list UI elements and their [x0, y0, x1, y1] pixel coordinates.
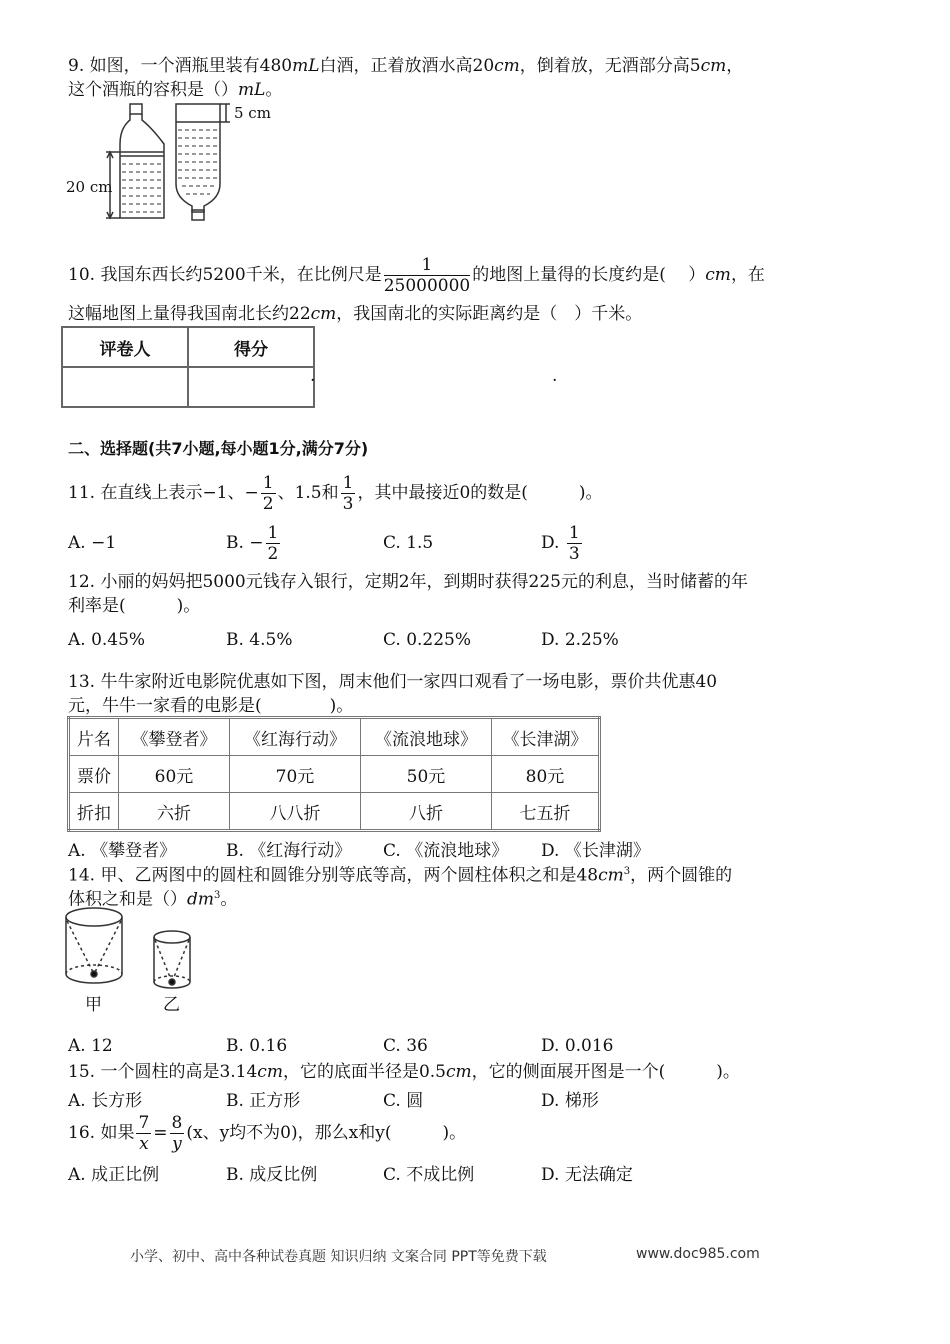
section-heading: 二、选择题(共7小题,每小题1分,满分7分): [68, 439, 369, 458]
q14-option-a[interactable]: A. 12: [68, 1036, 113, 1056]
score-cell[interactable]: [188, 367, 314, 407]
dot-mark: .: [552, 366, 558, 386]
table-cell: 票价: [69, 756, 119, 793]
q16-stem: 16. 如果 $\frac{7}{x}$ = $\frac{8}{y}$ (x、y均不为0)，那么x和y( )。: [68, 1113, 467, 1154]
q13-line1: 13. 牛牛家附近电影院优惠如下图，周末他们一家四口观看了一场电影，票价共优惠40: [68, 672, 718, 692]
table-cell: 《红海行动》: [230, 718, 361, 756]
footer-link[interactable]: www.doc985.com: [636, 1246, 760, 1262]
q15-option-a[interactable]: A. 长方形: [68, 1091, 143, 1111]
table-cell: 八八折: [230, 793, 361, 831]
table-cell: 片名: [69, 718, 119, 756]
q15-option-d[interactable]: D. 梯形: [541, 1091, 599, 1111]
table-cell: 《攀登者》: [119, 718, 230, 756]
q10-line2: 这幅地图上量得我国南北长约22cm，我国南北的实际距离约是（ ）千米。: [68, 304, 643, 324]
q13-option-b[interactable]: B. 《红海行动》: [226, 841, 352, 861]
q14-line2: 体积之和是$()dm^3$。: [68, 889, 238, 910]
score-header-grader: 评卷人: [62, 327, 188, 367]
q12-line2: 利率是( )。: [68, 596, 201, 616]
table-row: [69, 718, 600, 756]
q11-option-a[interactable]: A. −1: [68, 533, 117, 553]
label-yi: 乙: [163, 995, 180, 1015]
cylinder-cone-figure: [62, 904, 202, 1016]
q16-option-c[interactable]: C. 不成比例: [383, 1165, 475, 1185]
q9-line2: 这个酒瓶的容积是（）mL。: [68, 80, 283, 100]
q14-option-c[interactable]: C. 36: [383, 1036, 428, 1056]
label-jia: 甲: [85, 995, 102, 1015]
q12-line1: 12. 小丽的妈妈把5000元钱存入银行，定期2年，到期时获得225元的利息，当时储蓄的年: [68, 572, 748, 592]
q13-option-c[interactable]: C. 《流浪地球》: [383, 841, 509, 861]
table-cell: 《流浪地球》: [361, 718, 492, 756]
scale-fraction: $\frac{1}{25000000}$: [383, 255, 471, 296]
q11-stem: 11. 在直线上表示−1、− $\frac{1}{2}$ 、1.5和 $\frac{1}{3}$ ，其中最接近0的数是( )。: [68, 473, 603, 514]
cylinder-jia: [66, 908, 122, 983]
q10-line1: 10. 我国东西长约5200千米，在比例尺是 $\frac{1}{25000000}$ 的地图上量得的长度约是( ）cm，在: [68, 255, 765, 296]
q16-option-a[interactable]: A. 成正比例: [68, 1165, 160, 1185]
q11-option-c[interactable]: C. 1.5: [383, 533, 434, 553]
inverted-bottle: [176, 104, 230, 220]
q14-option-d[interactable]: D. 0.016: [541, 1036, 614, 1056]
q12-option-a[interactable]: A. 0.45%: [68, 630, 146, 650]
score-table: [61, 326, 315, 408]
upright-bottle: [106, 104, 164, 218]
q13-option-d[interactable]: D. 《长津湖》: [541, 841, 650, 861]
footer-text: 小学、初中、高中各种试卷真题 知识归纳 文案合同 PPT等免费下载: [130, 1249, 547, 1265]
q12-option-b[interactable]: B. 4.5%: [226, 630, 293, 650]
q11-option-d[interactable]: D. $\frac{1}{3}$: [541, 523, 580, 564]
label-20cm: 20 cm: [66, 178, 113, 196]
grader-cell[interactable]: [62, 367, 188, 407]
q15-option-b[interactable]: B. 正方形: [226, 1091, 301, 1111]
movie-price-table: [67, 716, 601, 832]
table-cell: 六折: [119, 793, 230, 831]
table-cell: 七五折: [492, 793, 600, 831]
table-cell: 60元: [119, 756, 230, 793]
dot-mark: .: [310, 366, 316, 386]
q16-option-d[interactable]: D. 无法确定: [541, 1165, 633, 1185]
table-cell: 50元: [361, 756, 492, 793]
q12-option-d[interactable]: D. 2.25%: [541, 630, 619, 650]
q15-option-c[interactable]: C. 圆: [383, 1091, 424, 1111]
q14-option-b[interactable]: B. 0.16: [226, 1036, 288, 1056]
q9-line1: 9. 如图，一个酒瓶里装有480mL白酒，正着放酒水高20cm，倒着放，无酒部分高5cm，: [68, 56, 744, 76]
score-header-score: 得分: [188, 327, 314, 367]
table-cell: 80元: [492, 756, 600, 793]
q12-option-c[interactable]: C. 0.225%: [383, 630, 472, 650]
bottle-figure: [64, 100, 284, 230]
q13-option-a[interactable]: A. 《攀登者》: [68, 841, 177, 861]
cylinder-yi: [154, 931, 190, 988]
q13-line2: 元，牛牛一家看的电影是( )。: [68, 696, 354, 716]
q11-option-b[interactable]: B. − $\frac{1}{2}$: [226, 523, 279, 564]
q16-option-b[interactable]: B. 成反比例: [226, 1165, 318, 1185]
table-row: [69, 793, 600, 831]
table-cell: 八折: [361, 793, 492, 831]
table-cell: 《长津湖》: [492, 718, 600, 756]
table-cell: 70元: [230, 756, 361, 793]
table-row: [69, 756, 600, 793]
label-5cm: 5 cm: [234, 104, 271, 122]
q15-stem: 15. 一个圆柱的高是3.14cm，它的底面半径是0.5cm，它的侧面展开图是一个( )。: [68, 1062, 740, 1082]
q14-line1: 14. 甲、乙两图中的圆柱和圆锥分别等底等高，两个圆柱体积之和是$48cm^3$，两个圆锥的: [68, 865, 733, 886]
table-cell: 折扣: [69, 793, 119, 831]
